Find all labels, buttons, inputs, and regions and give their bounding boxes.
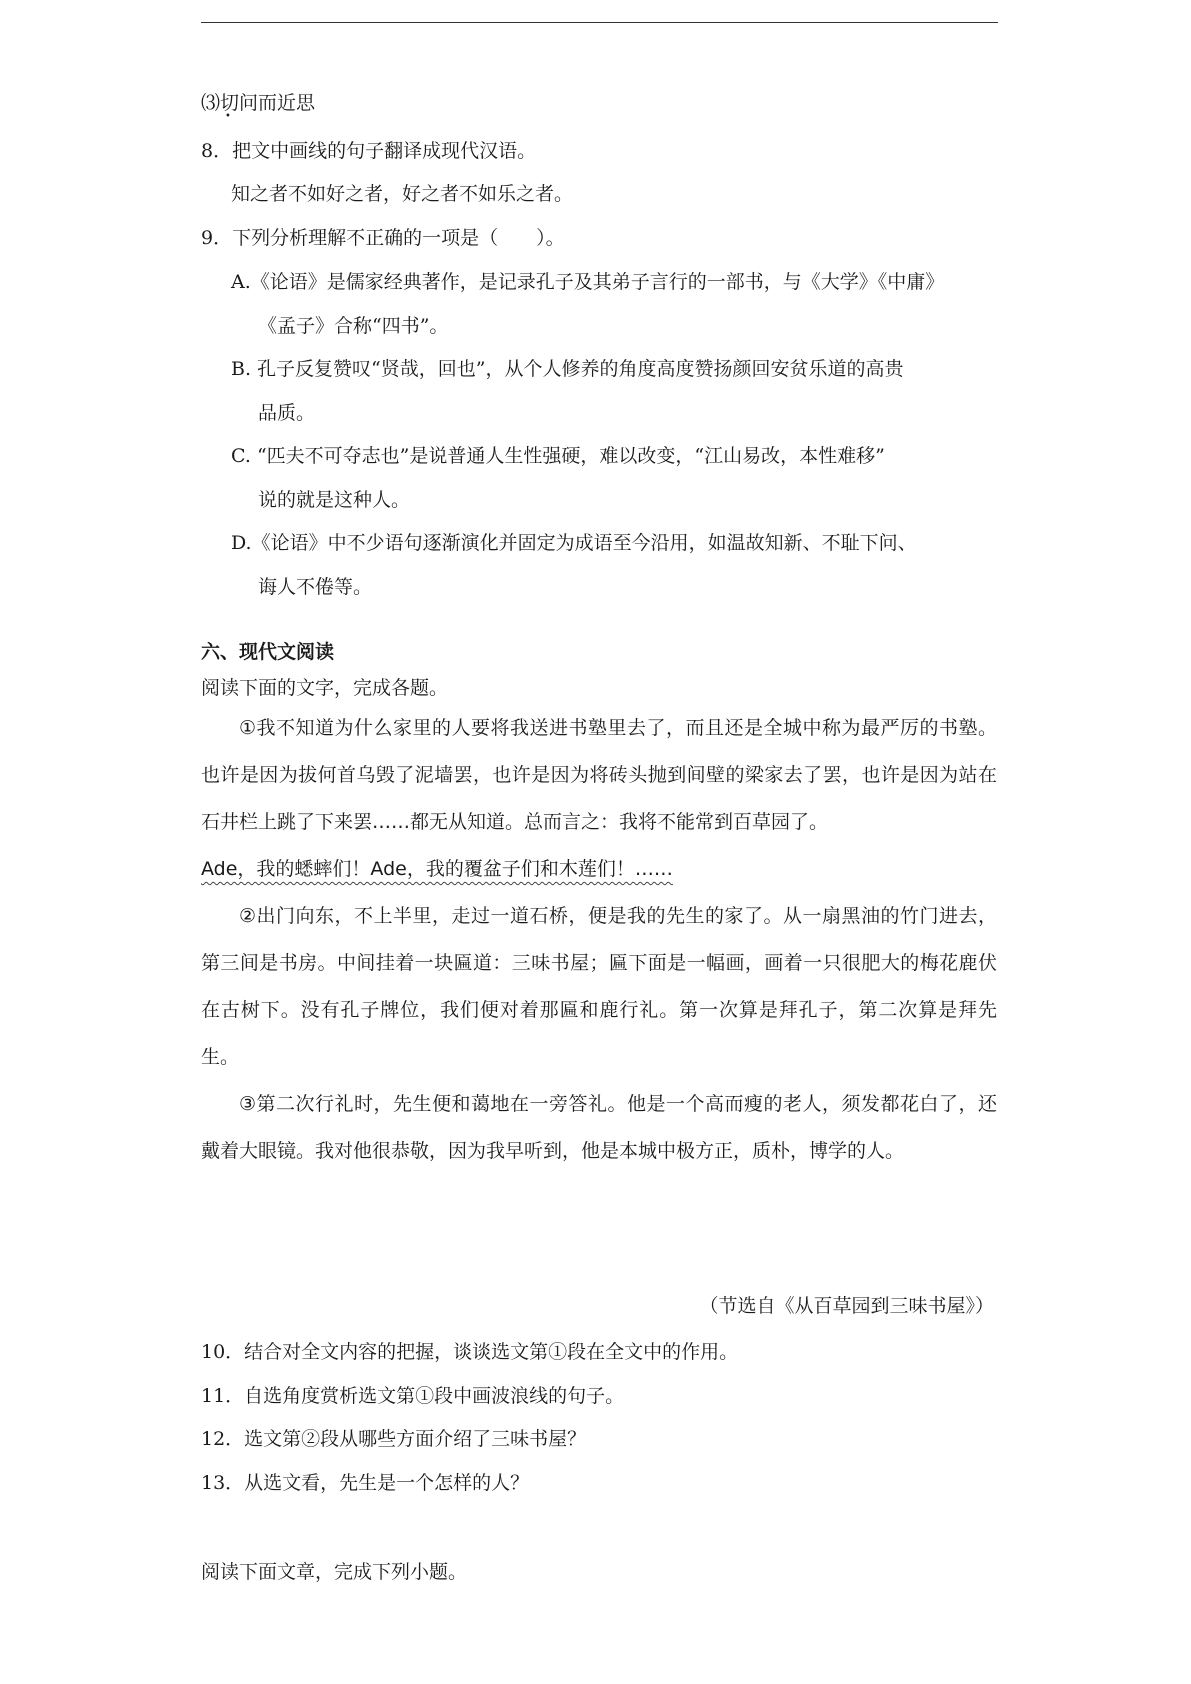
passage-paragraph-2: ②出门向东，不上半里，走过一道石桥，便是我的先生的家了。从一扇黑油的竹门进去，第三间是书房。中间挂着一块匾道：三味书屋；匾下面是一幅画，画着一只很肥大的梅花鹿伏在古树下。没有孔子牌位，我们便对着那匾和鹿行礼。第一次算是拜孔子，第二次算是拜先生。: [201, 905, 997, 1068]
option-a-line2: 《孟子》合称“四书”。: [258, 315, 449, 337]
item-3-text: 问而近思: [239, 92, 316, 114]
item-3-number: ⑶: [201, 92, 221, 114]
question-9: 9．下列分析理解不正确的一项是（ ）。: [201, 227, 565, 249]
question-13: 13．从选文看，先生是一个怎样的人？: [201, 1472, 530, 1494]
option-c-line2: 说的就是这种人。: [258, 489, 411, 511]
item-3: [201, 91, 315, 115]
header-rule: [201, 22, 998, 23]
question-11: 11．自选角度赏析选文第①段中画波浪线的句子。: [201, 1385, 625, 1407]
passage: [201, 705, 997, 1175]
section-6-intro: 阅读下面的文字，完成各题。: [201, 677, 449, 699]
passage-source: （节选自《从百草园到三味书屋》）: [699, 1295, 994, 1317]
item-3-emphasized-char: 切: [220, 92, 240, 114]
passage-paragraph-3: ③第二次行礼时，先生便和蔼地在一旁答礼。他是一个高而瘦的老人，须发都花白了，还戴着大眼镜。我对他很恭敬，因为我早听到，他是本城中极方正，质朴，博学的人。: [201, 1093, 997, 1162]
next-passage-intro: 阅读下面文章，完成下列小题。: [201, 1561, 468, 1583]
question-10: 10．结合对全文内容的把握，谈谈选文第①段在全文中的作用。: [201, 1341, 739, 1363]
option-d-line1: D.《论语》中不少语句逐渐演化并固定为成语至今沿用，如温故知新、不耻下问、: [231, 532, 917, 554]
paragraph-1-wavy-sentence: Ade，我的蟋蟀们！Ade，我的覆盆子们和木莲们！……: [201, 858, 673, 880]
question-12: 12．选文第②段从哪些方面介绍了三味书屋？: [201, 1428, 587, 1450]
question-8: 8．把文中画线的句子翻译成现代汉语。: [201, 140, 537, 162]
option-a-line1: A.《论语》是儒家经典著作，是记录孔子及其弟子言行的一部书，与《大学》《中庸》: [231, 271, 945, 293]
section-6-heading: 六、现代文阅读: [201, 641, 335, 663]
option-d-line2: 诲人不倦等。: [258, 576, 373, 598]
option-c-line1: C. “匹夫不可夺志也”是说普通人生性强硬，难以改变，“江山易改，本性难移”: [231, 445, 885, 467]
option-b-line1: B. 孔子反复赞叹“贤哉，回也”，从个人修养的角度高度赞扬颜回安贫乐道的高贵: [231, 358, 904, 380]
option-b-line2: 品质。: [258, 402, 316, 424]
passage-paragraph-1: [201, 705, 997, 893]
question-8-sentence: 知之者不如好之者，好之者不如乐之者。: [231, 183, 574, 205]
paragraph-1-text: ①我不知道为什么家里的人要将我送进书塾里去了，而且还是全城中称为最严厉的书塾。也许是因为拔何首乌毁了泥墙罢，也许是因为将砖头抛到间壁的梁家去了罢，也许是因为站在石井栏上跳了下来罢……都无从知道。总而言之：我将不能常到百草园了。: [201, 717, 997, 833]
